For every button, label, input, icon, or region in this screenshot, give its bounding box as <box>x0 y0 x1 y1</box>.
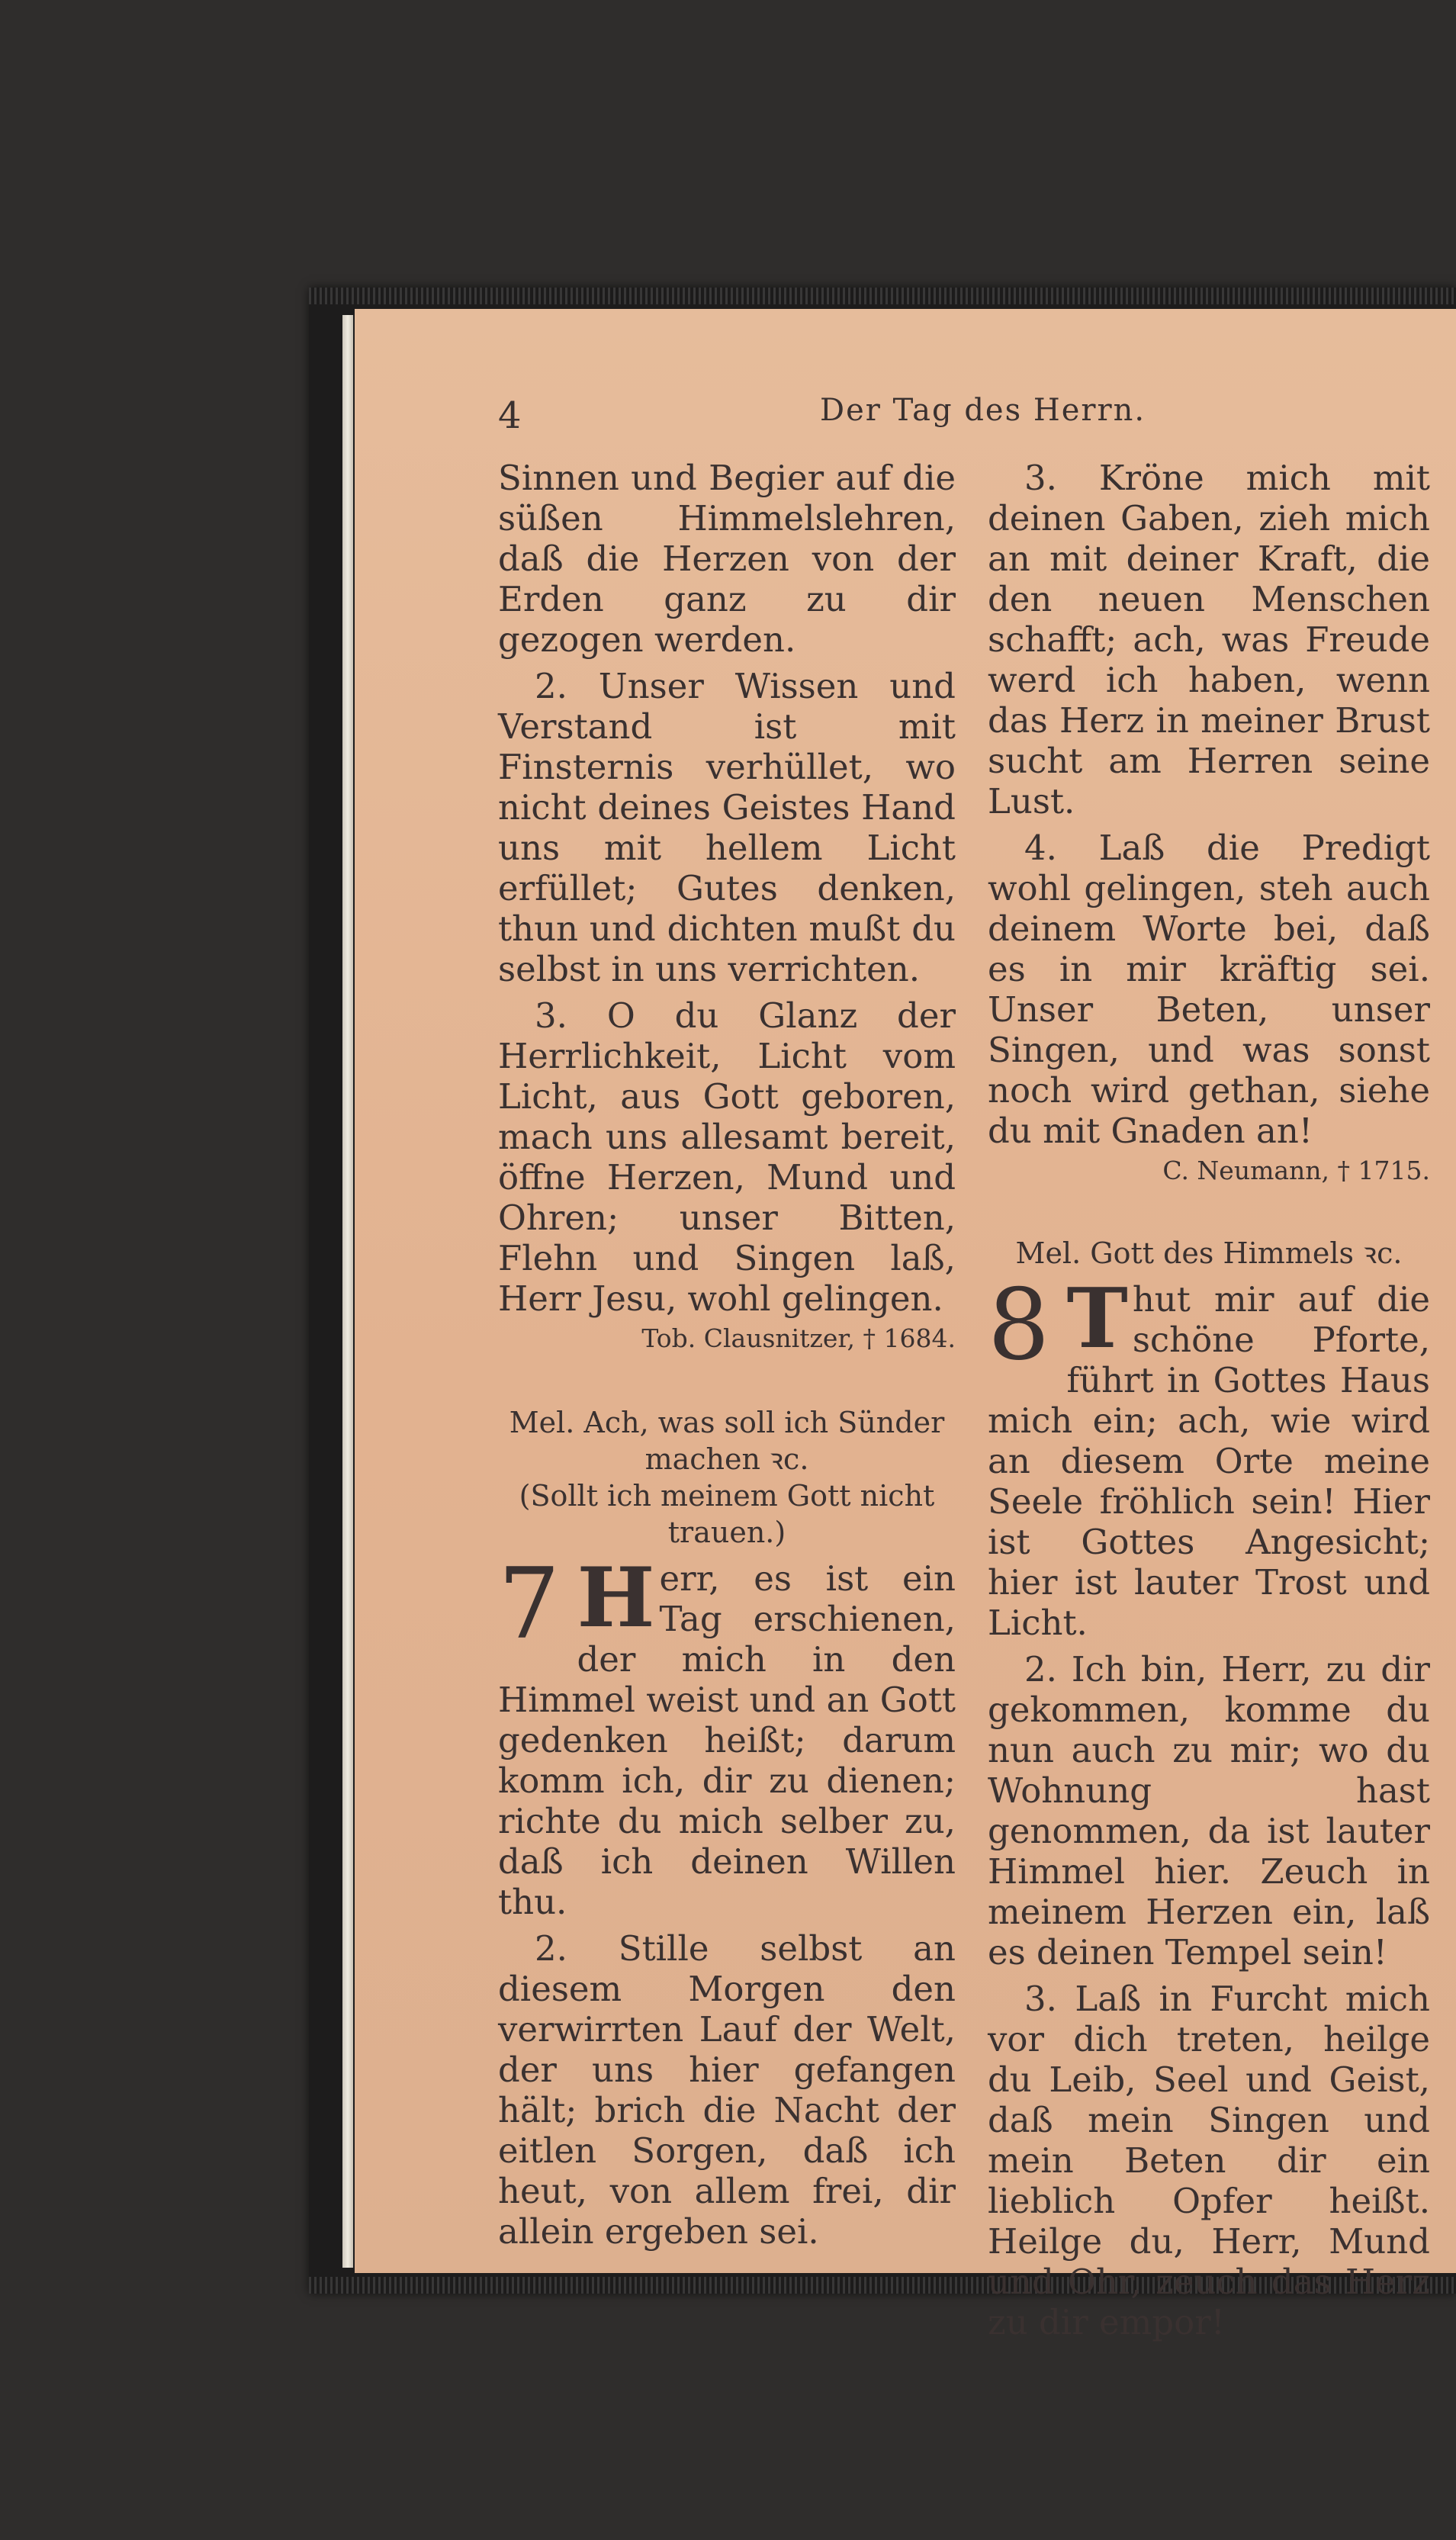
melody-line-right: Mel. Gott des Himmels ꝛc. <box>1015 1236 1403 1270</box>
running-head: Der Tag des Herrn. <box>820 393 1146 428</box>
hymn-8-stanza-2: 2. Ich bin, Herr, zu dir gekommen, komme du nun auch zu mir; wo du Wohnung hast genommen, da ist lauter Himmel hier. Zeuch in meinem Herzen ein, laß es deinen Tempel sein! <box>988 1649 1430 1973</box>
hymn-7-stanza-2: 2. Stille selbst an diesem Morgen den verwirrten Lauf der Welt, der uns hier gefangen hält; brich die Nacht der eitlen Sorgen, daß ich heut, von allem frei, dir allein ergeben sei. <box>498 1928 956 2252</box>
melody-line: Mel. Ach, was soll ich Sünder machen ꝛc. <box>509 1406 945 1476</box>
left-column <box>498 458 956 2252</box>
stanza-continuation: Sinnen und Begier auf die süßen Himmelslehren, daß die Herzen von der Erden ganz zu dir gezogen werden. <box>498 458 956 660</box>
drop-cap: H <box>577 1550 655 1646</box>
book-page <box>355 309 1456 2342</box>
stanza-3: 3. O du Glanz der Herrlichkeit, Licht vom Licht, aus Gott geboren, mach uns allesamt bereit, öffne Herzen, Mund und Ohren; unser Bitten, Flehn und Singen laß, Herr Jesu, wohl gelingen. <box>498 995 956 1319</box>
stanza-3-right: 3. Kröne mich mit deinen Gaben, zieh mich an mit deiner Kraft, die den neuen Menschen schafft; ach, was Freude werd ich haben, wenn das Herz in meiner Brust sucht am Herren seine Lust. <box>988 458 1430 821</box>
hymn-8-stanza-3: 3. Laß in Furcht mich vor dich treten, heilge du Leib, Seel und Geist, daß mein Singen und mein Beten dir ein lieblich Opfer heißt. Heilge du, Herr, Mund und Ohr, zeuch das Herz zu dir empor! <box>988 1979 1430 2342</box>
hymn-7 <box>498 1548 956 2252</box>
hymn-number-8: 8 <box>988 1268 1050 1382</box>
hymn-number: 7 <box>498 1548 561 1661</box>
right-column <box>988 458 1430 2342</box>
page-number: 4 <box>498 394 522 437</box>
hymn-7-stanza-1: err, es ist ein Tag erschienen, der mich in den Himmel weist und an Gott gedenken heißt; darum komm ich, dir zu dienen; richte du mich selber zu, daß ich deinen Willen thu. <box>498 1558 956 1922</box>
stanza-4-right: 4. Laß die Predigt wohl gelingen, steh auch deinem Worte bei, daß es in mir kräftig sei. Unser Beten, unser Singen, und was sonst noch wird gethan, siehe du mit Gnaden an! <box>988 828 1430 1151</box>
hymn-8 <box>988 1268 1430 2342</box>
page-edge-strip <box>342 315 353 2268</box>
drop-cap-8: T <box>1066 1271 1128 1367</box>
page-header <box>355 393 1456 446</box>
hymn-attribution: Tob. Clausnitzer, † 1684. <box>641 1323 956 1353</box>
hymn-8-stanza-1: hut mir auf die schöne Pforte, führt in Gottes Haus mich ein; ach, wie wird an diesem Orte meine Seele fröhlich sein! Hier ist Gottes Angesicht; hier ist lauter Trost und Licht. <box>988 1279 1430 1643</box>
melody-alternative: (Sollt ich meinem Gott nicht trauen.) <box>519 1479 935 1549</box>
hymn-attribution-right: C. Neumann, † 1715. <box>1162 1156 1430 1185</box>
book-edge-top <box>309 288 1456 304</box>
stanza-2: 2. Unser Wissen und Verstand ist mit Finsternis verhüllet, wo nicht deines Geistes Hand uns mit hellem Licht erfüllet; Gutes denken, thun und dichten mußt du selbst in uns verrichten. <box>498 666 956 989</box>
